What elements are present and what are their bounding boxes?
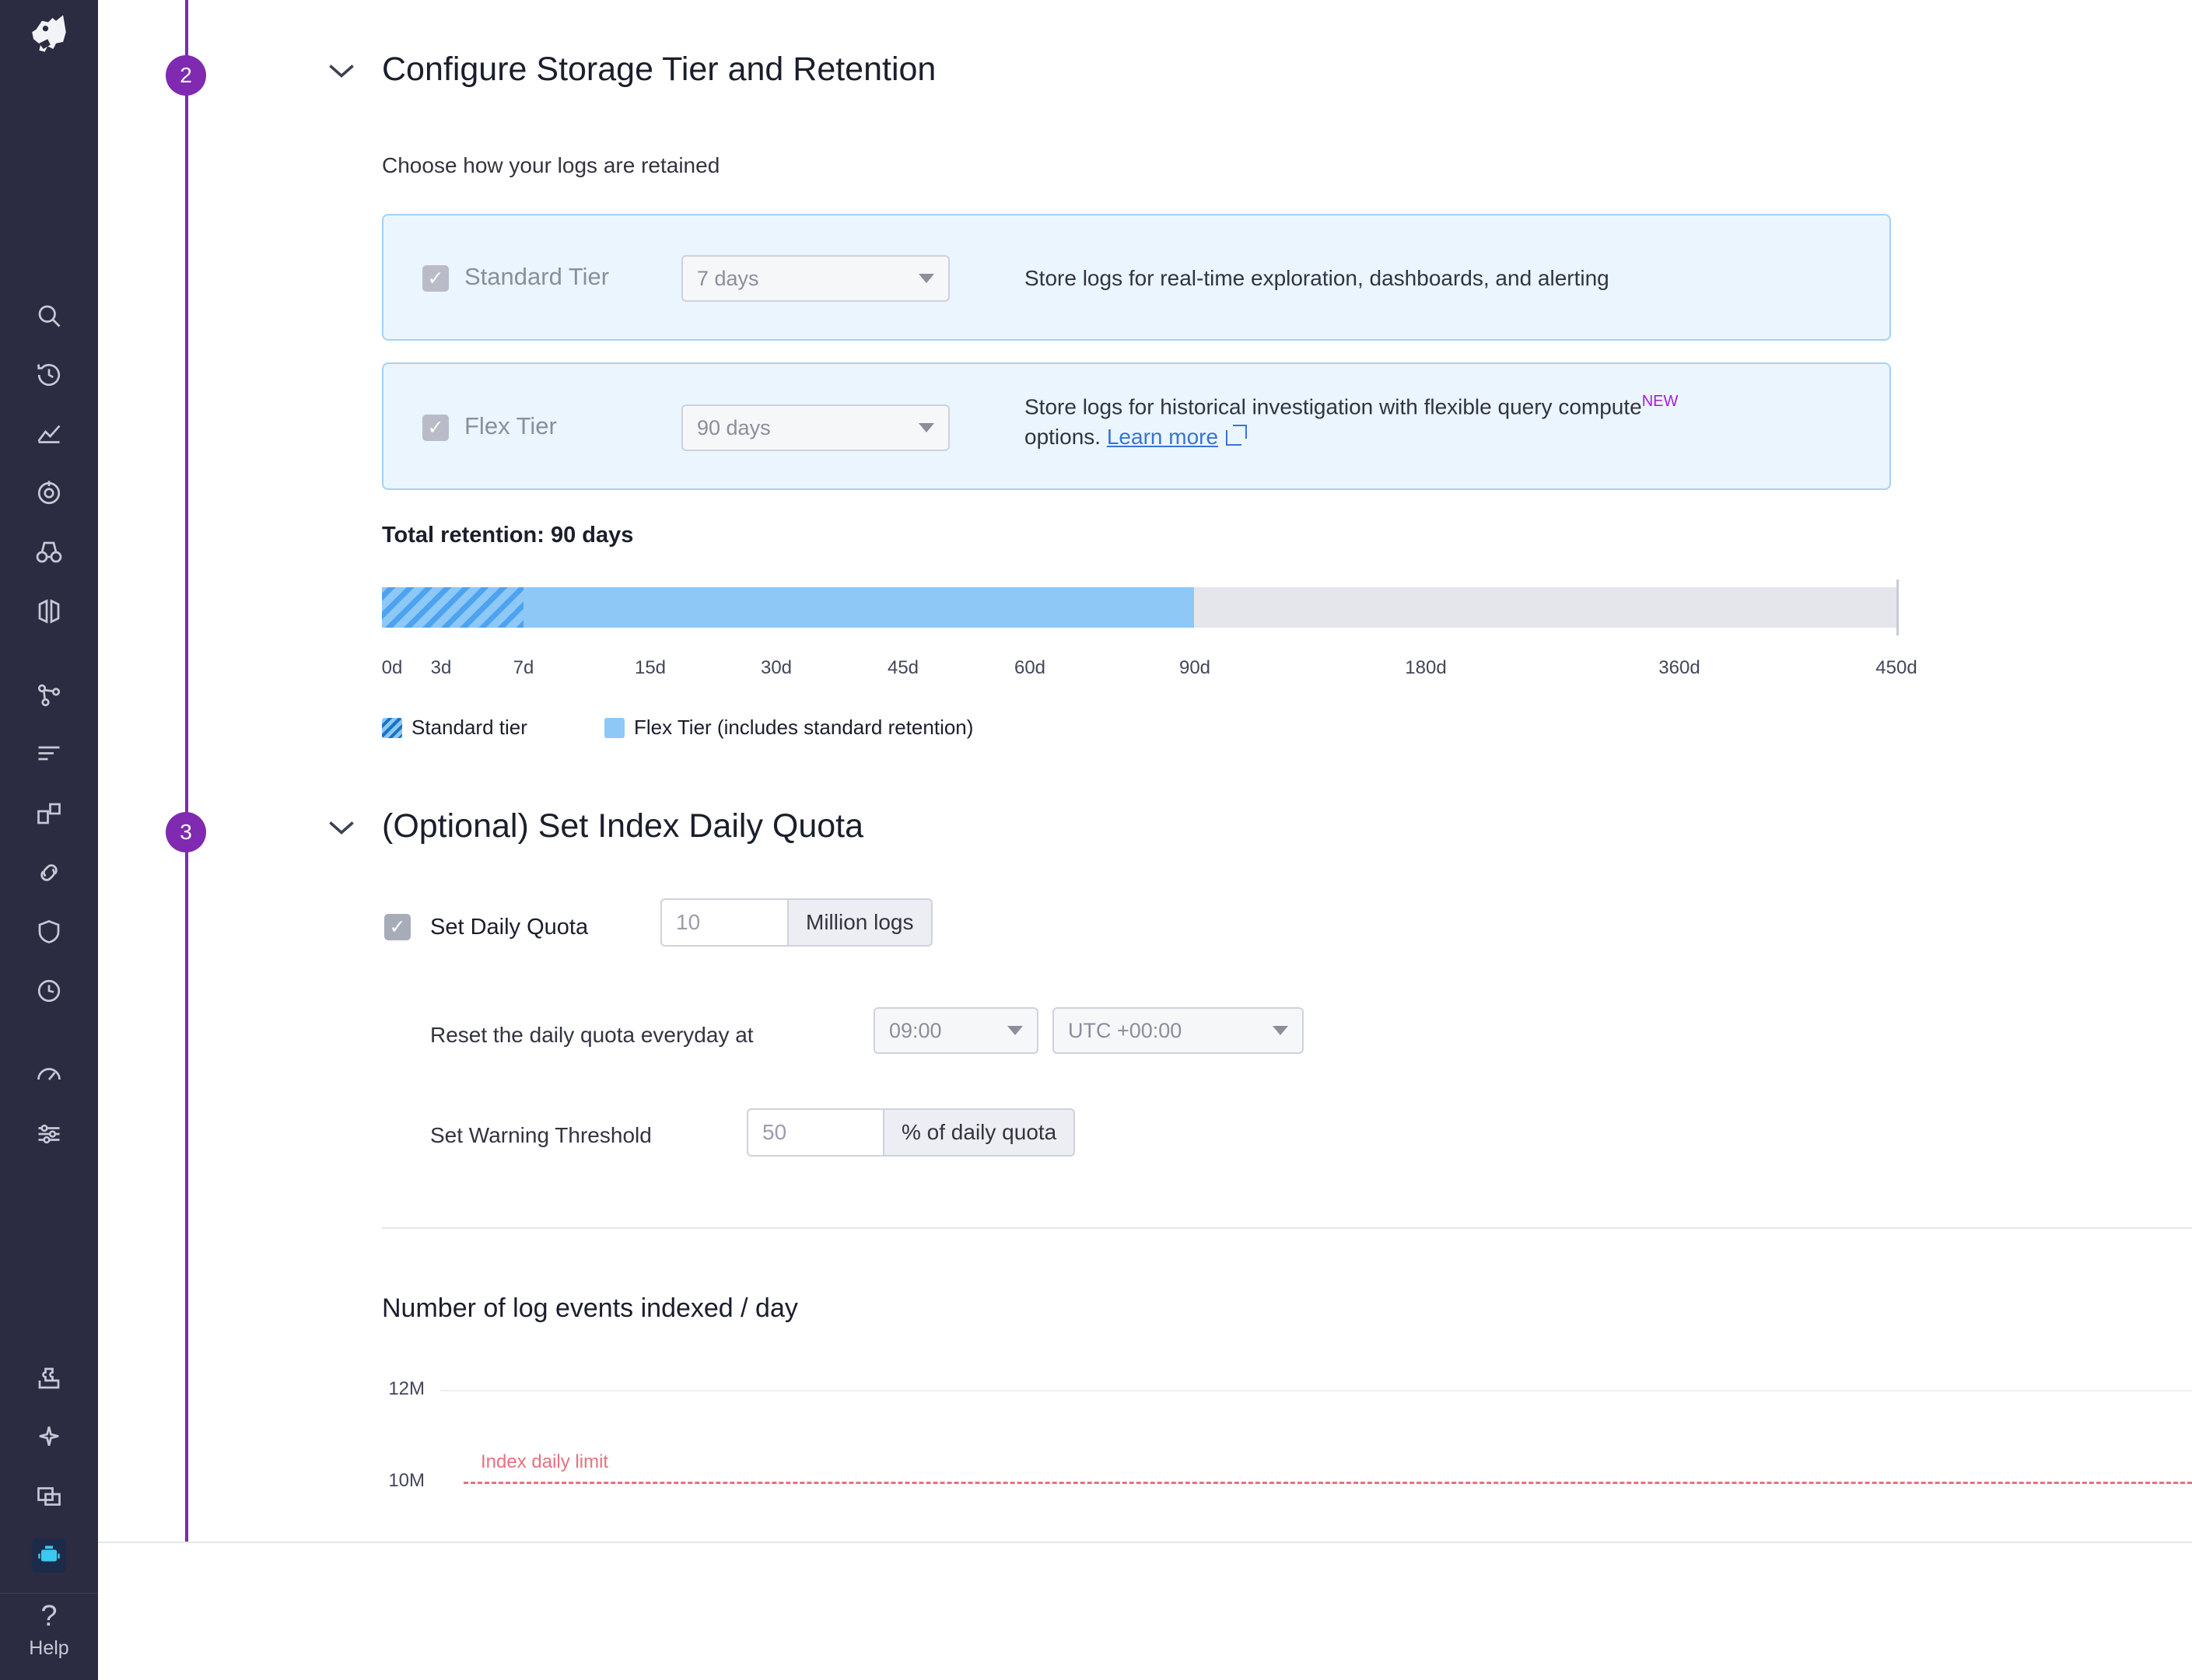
tick-15d: 15d [634,657,667,678]
tick-360d: 360d [1658,657,1700,678]
section-title-storage: Configure Storage Tier and Retention [382,51,937,88]
set-daily-quota-label: Set Daily Quota [430,915,589,940]
standard-tier-label: Standard Tier [464,263,610,290]
tick-30d: 30d [760,657,793,678]
legend-flex-label: Flex Tier (includes standard retention) [634,716,974,739]
chevron-down-icon[interactable] [326,816,357,842]
infrastructure-icon[interactable] [0,666,98,725]
watchdog-icon[interactable] [0,523,98,582]
integrations-icon[interactable] [0,1349,98,1408]
standard-tier-checkbox[interactable]: ✓ [422,265,449,292]
daily-quota-input[interactable]: 10 [660,898,787,947]
chevron-down-icon [919,423,934,432]
legend-standard [382,716,527,740]
performance-icon[interactable] [0,1045,98,1104]
containers-icon[interactable] [0,784,98,843]
flex-tier-description [1024,391,1865,453]
daily-quota-unit: Million logs [787,898,933,947]
step-badge-2: 2 [166,55,206,96]
section-bottom-rule [98,1542,2192,1543]
retention-bar-end-tick [1896,579,1899,635]
flex-tier-description-part2: options. [1024,424,1101,449]
rail-icon-list [0,286,98,1164]
flex-tier-checkbox[interactable]: ✓ [422,415,449,441]
question-mark-icon: ? [40,1600,58,1633]
standard-tier-retention-value: 7 days [697,266,759,290]
standard-tier-description: Store logs for real-time exploration, dashboards, and alerting [1024,266,1609,290]
rail-divider [0,1593,98,1594]
warning-threshold-unit: % of daily quota [883,1108,1075,1157]
legend-standard-label: Standard tier [411,716,527,739]
bits-ai-sparkle-icon[interactable] [0,1408,98,1467]
chevron-down-icon [1273,1026,1288,1035]
retention-bar-standard [382,587,523,628]
stepper-line [185,0,188,1542]
legend-flex [604,716,973,740]
chevron-down-icon [919,274,934,283]
datadog-logo-icon[interactable] [22,6,76,61]
logs-icon[interactable] [0,725,98,784]
left-nav-rail [0,0,98,1680]
flex-tier-description-part1: Store logs for historical investigation with flexible query compute [1024,394,1642,419]
tick-7d: 7d [513,657,534,678]
serverless-icon[interactable] [0,843,98,902]
help-label: Help [29,1637,69,1659]
flex-tier-card[interactable] [382,362,1891,490]
new-badge: NEW [1641,393,1679,410]
synthetics-icon[interactable] [0,961,98,1020]
chart-gridline-12M [440,1390,2192,1391]
apps-icon[interactable] [0,1467,98,1526]
flex-tier-retention-select[interactable] [681,404,950,451]
agent-robot-icon[interactable] [0,1526,98,1585]
legend-swatch-standard [382,718,402,738]
tick-0d: 0d [381,657,403,678]
warning-threshold-input-group[interactable] [747,1108,1075,1157]
help-button[interactable] [0,1601,98,1680]
daily-quota-input-group[interactable] [660,898,933,947]
tick-45d: 45d [887,657,919,678]
tick-180d: 180d [1405,657,1447,678]
chart-ytick-12M: 12M [388,1378,425,1399]
tick-450d: 450d [1875,657,1917,678]
tick-3d: 3d [430,657,452,678]
reset-timezone-select[interactable] [1052,1007,1304,1054]
search-icon[interactable] [0,286,98,345]
history-icon[interactable] [0,345,98,404]
main-content [98,0,2192,1680]
step-badge-3: 3 [166,812,206,852]
set-daily-quota-checkbox[interactable]: ✓ [384,914,411,940]
divider [382,1227,2192,1229]
index-daily-limit-line [464,1482,2192,1484]
security-icon[interactable] [0,902,98,961]
learn-more-link[interactable]: Learn more [1106,424,1219,449]
chevron-down-icon[interactable] [326,59,357,86]
storage-subtitle: Choose how your logs are retained [382,153,720,177]
tick-90d: 90d [1178,657,1211,678]
chart-title: Number of log events indexed / day [382,1293,798,1323]
standard-tier-retention-select[interactable] [681,255,950,302]
warning-threshold-label: Set Warning Threshold [430,1123,652,1147]
standard-tier-card[interactable] [382,214,1891,341]
section-title-quota: (Optional) Set Index Daily Quota [382,807,864,845]
chevron-down-icon [1007,1026,1023,1035]
warning-threshold-input[interactable]: 50 [747,1108,883,1157]
flex-tier-retention-value: 90 days [697,415,771,439]
index-daily-limit-label: Index daily limit [481,1451,609,1472]
apm-icon[interactable] [0,582,98,641]
external-link-icon [1226,430,1241,446]
settings-icon[interactable] [0,1104,98,1164]
total-retention-label: Total retention: 90 days [382,523,634,548]
reset-quota-label: Reset the daily quota everyday at [430,1023,754,1047]
reset-timezone-value: UTC +00:00 [1068,1018,1182,1042]
legend-swatch-flex [604,718,625,738]
monitors-icon[interactable] [0,464,98,523]
reset-time-select[interactable] [874,1007,1038,1054]
tick-60d: 60d [1014,657,1046,678]
flex-tier-label: Flex Tier [464,412,557,439]
reset-time-value: 09:00 [889,1018,942,1042]
chart-ytick-10M: 10M [388,1470,425,1491]
dashboards-icon[interactable] [0,404,98,464]
